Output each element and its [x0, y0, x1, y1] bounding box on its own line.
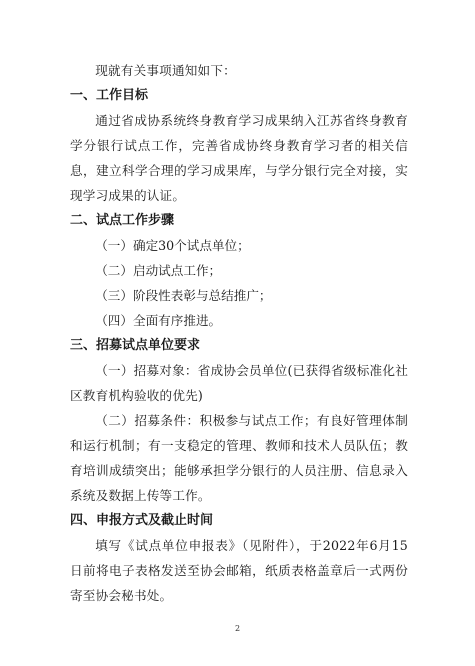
step-item-3: （三）阶段性表彰与总结推广； — [95, 288, 272, 303]
step-item-1: （一）确定30个试点单位； — [95, 238, 250, 253]
intro-paragraph: 现就有关事项通知如下： — [95, 63, 236, 78]
section-heading-deadline: 四、申报方式及截止时间 — [70, 513, 214, 528]
section-heading-requirements: 三、招募试点单位要求 — [70, 338, 201, 353]
page-number: 2 — [234, 624, 241, 633]
step-item-4: （四）全面有序推进。 — [95, 313, 222, 328]
step-item-2: （二）启动试点工作； — [95, 263, 222, 278]
document-body — [70, 58, 408, 608]
section-goal-paragraph: 通过省成协系统终身教育学习成果纳入江苏省终身教育学分银行试点工作，完善省成协终身教育学习者的相关信息，建立科学合理的学习成果库，与学分银行完全对接，实现学习成果的认证。 — [70, 113, 408, 203]
section-heading-goal: 一、工作目标 — [70, 88, 149, 103]
requirement-conditions-paragraph: （二）招募条件：积极参与试点工作；有良好管理体制和运行机制；有一支稳定的管理、教师和技术人员队伍；教育培训成绩突出；能够承担学分银行的人员注册、信息录入系统及数据上传等工作。 — [70, 413, 408, 503]
deadline-paragraph: 填写《试点单位申报表》（见附件），于2022年6月15日前将电子表格发送至协会邮箱，纸质表格盖章后一式两份寄至协会秘书处。 — [70, 538, 408, 603]
section-heading-steps: 二、试点工作步骤 — [70, 213, 175, 228]
requirement-target-paragraph: （一）招募对象：省成协会员单位(已获得省级标准化社区教育机构验收的优先) — [70, 363, 408, 403]
